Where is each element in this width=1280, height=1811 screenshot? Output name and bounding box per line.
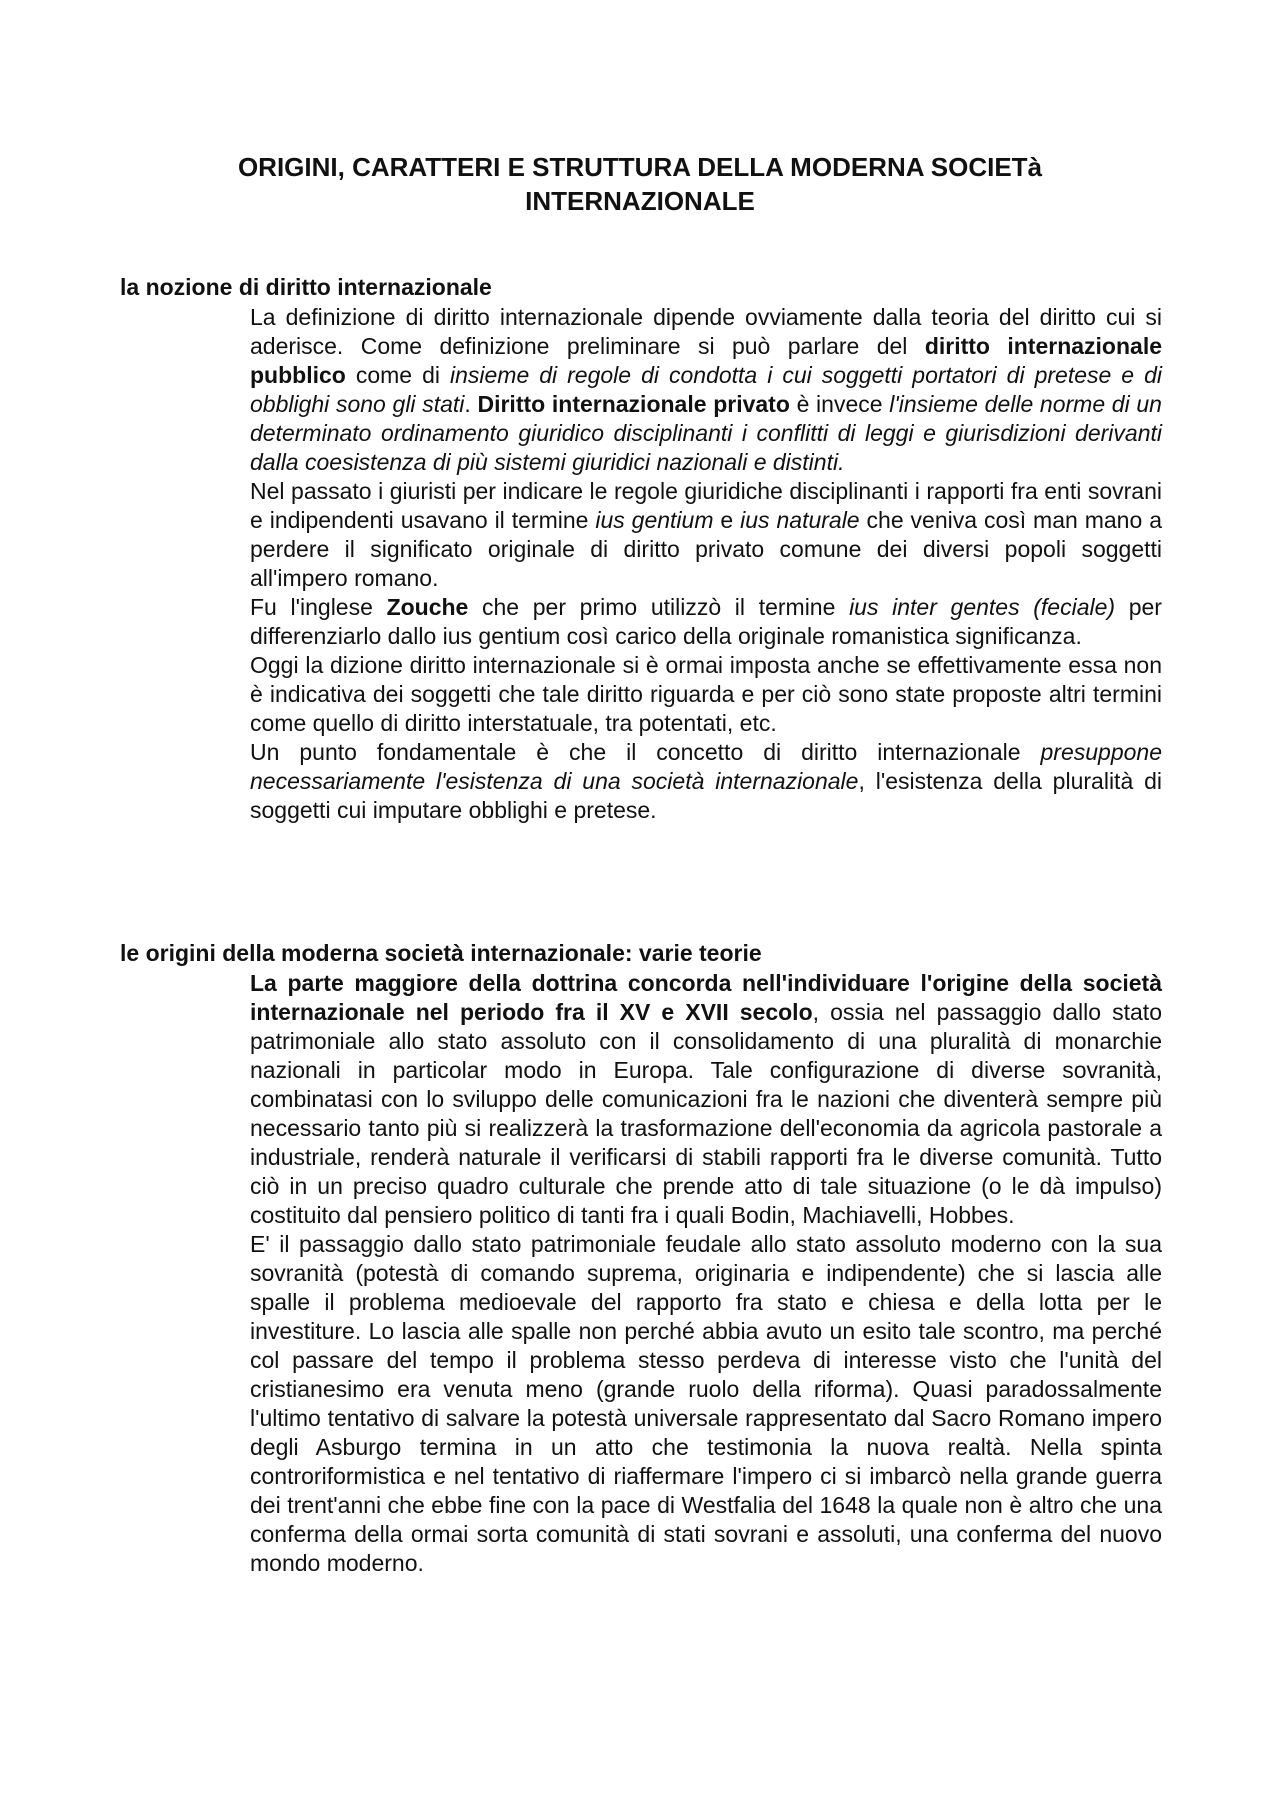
text-run: E' il passaggio dallo stato patrimoniale feudale allo stato assoluto moderno con la sua sovranità (potestà di comando suprema, originaria e indipendente) che si lascia alle spalle il problema medioevale del rapporto fra stato e chiesa e della lotta per le investiture. Lo lascia alle spalle non perché abbia avuto un esito tale scontro, ma perché col passare del tempo il problema stesso perdeva di interesse visto che l'unità del cristianesimo era venuta meno (grande ruolo della riforma). Quasi paradossalmente l'ultimo tentativo di salvare la potestà universale rappresentato dal Sacro Romano impero degli Asburgo termina in un atto che testimonia la nuova realtà. Nella spinta controriformistica e nel tentativo di riaffermare l'impero ci si imbarcò nella grande guerra dei trent'anni che ebbe fine con la pace di Westfalia del 1648 la quale non è altro che una conferma della ormai sorta comunità di stati sovrani e assoluti, una conferma del nuovo mondo moderno. [250,1231,1162,1576]
bold-text: diritto internazionale pubblico [250,333,1162,388]
text-run: . [464,391,478,417]
text-run: La definizione di diritto internazionale dipende ovviamente dalla teoria del diritto cui si aderisce. Come definizione preliminare si può parlare del [250,304,1162,359]
italic-text: ius naturale [740,507,860,533]
text-run: per differenziarlo dallo ius gentium così carico della originale romanistica significanza. [250,594,1162,649]
paragraph [250,1230,1162,1578]
bold-text: Zouche [386,594,469,620]
paragraph [250,303,1162,477]
text-run: Un punto fondamentale è che il concetto di diritto internazionale [250,739,1041,765]
italic-text: l'insieme delle norme di un determinato ordinamento giuridico disciplinanti i conflitti di leggi e giurisdizioni derivanti dalla coesistenza di più sistemi giuridici nazionali e distinti. [250,391,1162,475]
document-title-line-1: ORIGINI, CARATTERI E STRUTTURA DELLA MODERNA SOCIETà [237,152,1043,182]
italic-text: ius gentium [595,507,714,533]
text-run: come di [345,362,450,388]
text-run: , l'esistenza della pluralità di soggetti cui imputare obblighi e pretese. [250,768,1162,823]
text-run: è invece [789,391,890,417]
document-title [120,150,1160,218]
section-heading-nozione: la nozione di diritto internazionale [120,274,492,300]
italic-text: insieme di regole di condotta i cui soggetti portatori di pretese e di obblighi sono gli stati [250,362,1162,417]
bold-text: Diritto internazionale privato [477,391,790,417]
section-heading-origini: le origini della moderna società internazionale: varie teorie [120,940,762,966]
section-body-nozione [250,303,1162,825]
paragraph [250,738,1162,825]
italic-text: presuppone necessariamente l'esistenza di una società internazionale [250,739,1162,794]
section-body-origini [250,969,1162,1578]
italic-text: ius inter gentes (feciale) [849,594,1116,620]
text-run: che veniva così man mano a perdere il significato originale di diritto privato comune dei diversi popoli soggetti all'impero romano. [250,507,1162,591]
text-run: Nel passato i giuristi per indicare le regole giuridiche disciplinanti i rapporti fra enti sovrani e indipendenti usavano il termine [250,478,1162,533]
paragraph [250,593,1162,651]
text-run: e [713,507,741,533]
text-run: , ossia nel passaggio dallo stato patrimoniale allo stato assoluto con il consolidamento di una pluralità di monarchie nazionali in particolar modo in Europa. Tale configurazione di diverse sovranità, combinatasi con lo sviluppo delle comunicazioni fra le nazioni che diventerà sempre più necessario tanto più si realizzerà la trasformazione dell'economia da agricola pastorale a industriale, renderà naturale il verificarsi di stabili rapporti fra le diverse comunità. Tutto ciò in un preciso quadro culturale che prende atto di tale situazione (o le dà impulso) costituito dal pensiero politico di tanti fra i quali Bodin, Machiavelli, Hobbes. [250,999,1162,1228]
paragraph [250,477,1162,593]
paragraph [250,969,1162,1230]
bold-text: La parte maggiore della dottrina concorda nell'individuare l'origine della società internazionale nel periodo fra il XV e XVII secolo [250,970,1162,1025]
text-run: Oggi la dizione diritto internazionale si è ormai imposta anche se effettivamente essa non è indicativa dei soggetti che tale diritto riguarda e per ciò sono state proposte altri termini come quello di diritto interstatuale, tra potentati, etc. [250,652,1162,736]
document-title-line-2: INTERNAZIONALE [525,186,755,216]
text-run: che per primo utilizzò il termine [468,594,850,620]
text-run: Fu l'inglese [250,594,387,620]
paragraph [250,651,1162,738]
